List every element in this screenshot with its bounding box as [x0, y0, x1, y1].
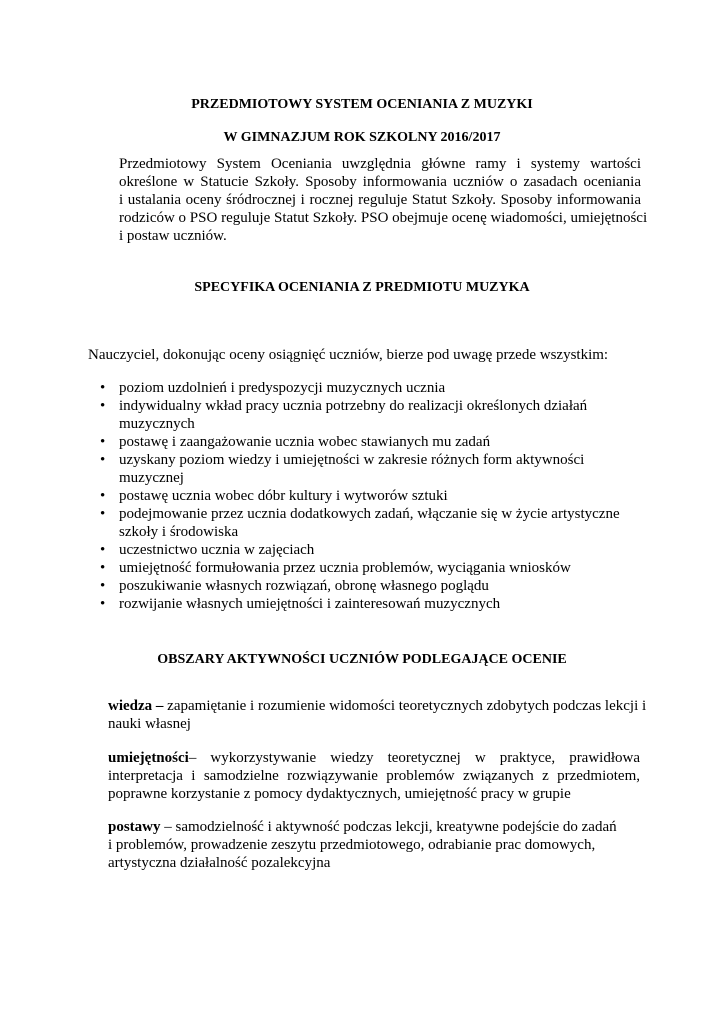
bullet-icon: •: [100, 542, 106, 558]
intro-line: rodziców o PSO reguluje Statut Szkoły. PSO obejmuje ocenę wiadomości, umiejętności: [119, 210, 648, 226]
list-item: • poziom uzdolnień i predyspozycji muzycznych ucznia: [100, 380, 446, 396]
intro-line: i ustalania oceny śródrocznej i rocznej reguluje Statut Szkoły. Sposoby informowania: [119, 192, 641, 208]
bullet-icon: •: [100, 452, 106, 468]
list-item: • indywidualny wkład pracy ucznia potrzebny do realizacji określonych działań muzycznych: [100, 398, 588, 432]
list-item: • umiejętność formułowania przez ucznia problemów, wyciągania wniosków: [100, 560, 571, 576]
title-line-2: W GIMNAZJUM ROK SZKOLNY 2016/2017: [223, 130, 501, 145]
wiedza-term: wiedza –: [108, 698, 164, 714]
list-item: • poszukiwanie własnych rozwiązań, obronę własnego poglądu: [100, 578, 489, 594]
bullet-icon: •: [100, 506, 106, 522]
intro-line: określone w Statucie Szkoły. Sposoby informowania uczniów o zasadach oceniania: [119, 174, 641, 190]
bullet-icon: •: [100, 578, 106, 594]
bullet-icon: •: [100, 434, 106, 450]
postawy-term: postawy: [108, 819, 161, 835]
title-line-1: PRZEDMIOTOWY SYSTEM OCENIANIA Z MUZYKI: [191, 97, 533, 112]
teacher-intro: Nauczyciel, dokonując oceny osiągnięć uczniów, bierze pod uwagę przede wszystkim:: [88, 347, 609, 363]
bullet-icon: •: [100, 560, 106, 576]
list-item: • podejmowanie przez ucznia dodatkowych zadań, włączanie się w życie artystyczne szkoły i środowiska: [100, 506, 620, 540]
bullet-icon: •: [100, 380, 106, 396]
umiejetnosci-term: umiejętności: [108, 750, 189, 766]
bullet-icon: •: [100, 488, 106, 504]
intro-line: Przedmiotowy System Oceniania uwzględnia główne ramy i systemy wartości: [119, 156, 641, 172]
list-item: • uczestnictwo ucznia w zajęciach: [100, 542, 315, 558]
criteria-list: [0, 379, 620, 613]
list-item: • postawę i zaangażowanie ucznia wobec stawianych mu zadań: [100, 434, 491, 450]
list-item: • rozwijanie własnych umiejętności i zainteresowań muzycznych: [100, 596, 501, 612]
section-heading-specyfika: SPECYFIKA OCENIANIA Z PREDMIOTU MUZYKA: [194, 280, 530, 295]
section-heading-obszary: OBSZARY AKTYWNOŚCI UCZNIÓW PODLEGAJĄCE OCENIE: [157, 652, 567, 667]
umiejetnosci-paragraph: umiejętności– wykorzystywanie wiedzy teoretycznej w praktyce, prawidłowa interpretacja i samodzielne rozwiązywanie problemów związanych z przedmiotem, poprawne korzystanie z pomocy dydaktycznych, umiejętność pracy w grupie: [108, 750, 640, 802]
wiedza-paragraph: wiedza – zapamiętanie i rozumienie widomości teoretycznych zdobytych podczas lekcji i nauki własnej: [108, 698, 647, 732]
list-item: • uzyskany poziom wiedzy i umiejętności w zakresie różnych form aktywności muzycznej: [100, 452, 585, 486]
postawy-paragraph: postawy – samodzielność i aktywność podczas lekcji, kreatywne podejście do zadań i problemów, prowadzenie zeszytu przedmiotowego, odrabianie prac domowych, artystyczna działalność pozalekcyjna: [108, 819, 617, 871]
intro-line: i postaw uczniów.: [119, 228, 227, 244]
bullet-icon: •: [100, 596, 106, 612]
list-item: • postawę ucznia wobec dóbr kultury i wytworów sztuki: [100, 488, 448, 504]
intro-paragraph: [119, 155, 648, 245]
bullet-icon: •: [100, 398, 106, 414]
